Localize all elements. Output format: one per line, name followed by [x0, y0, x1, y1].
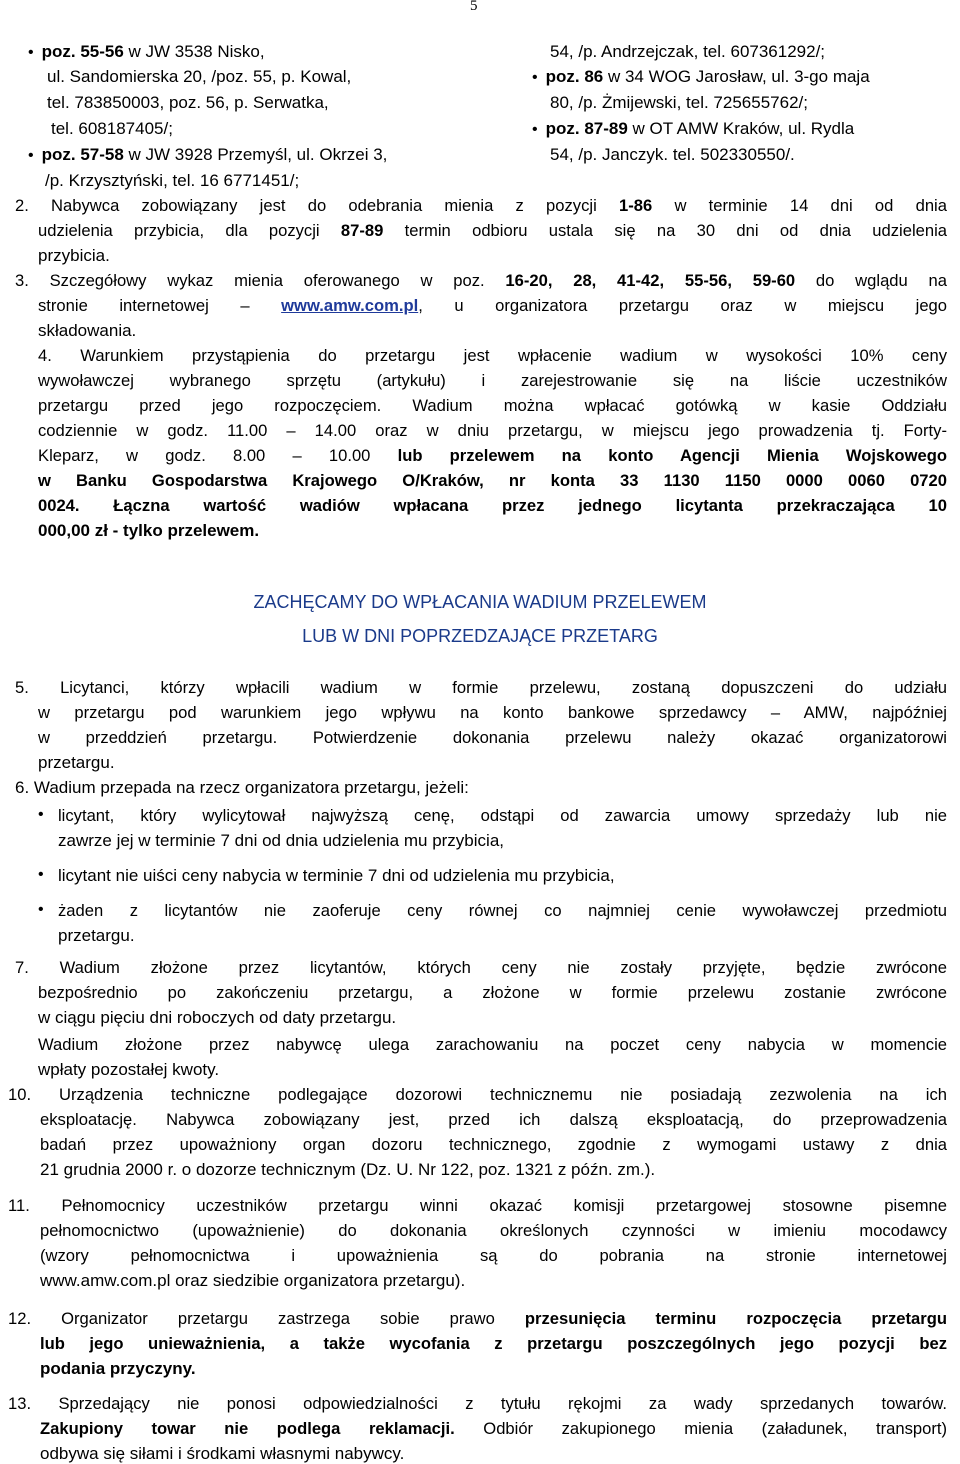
bullet-icon: •: [532, 69, 538, 86]
paragraph-10-line: 10. Urządzenia techniczne podlegające dozorowi technicznemu nie posiadają zezwolenia na ich: [8, 1085, 947, 1104]
paragraph-5-line: w przeddzień przetargu. Potwierdzenie dokonania przelewu należy okazać organizatorowi: [38, 728, 947, 747]
right-entry-1: • poz. 86 w 34 WOG Jarosław, ul. 3-go maja: [532, 67, 870, 86]
paragraph-12-line: podania przyczyny.: [40, 1359, 196, 1378]
paragraph-6-bullet-line: licytant, który wylicytował najwyższą cenę, odstąpi od zawarcia umowy sprzedaży lub nie: [58, 806, 947, 825]
right-line: 80, /p. Żmijewski, tel. 725655762/;: [550, 93, 808, 112]
paragraph-4-line: wywoławczej wybranego sprzętu (artykułu) i zarejestrowanie się na liście uczestników: [38, 371, 947, 390]
heading-line-2: LUB W DNI POPRZEDZAJĄCE PRZETARG: [302, 626, 658, 646]
paragraph-3-line: stronie internetowej – www.amw.com.pl, u organizatora przetargu oraz w miejscu jego: [38, 296, 948, 315]
paragraph-11-line: 11. Pełnomocnicy uczestników przetargu winni okazać komisji przetargowej stosowne pisemne: [8, 1196, 947, 1215]
left-line: ul. Sandomierska 20, /poz. 55, p. Kowal,: [47, 67, 352, 86]
bullet-icon: •: [28, 147, 34, 164]
paragraph-7-line: bezpośrednio po zakończeniu przetargu, a złożone w formie przelewu zostanie zwrócone: [38, 983, 947, 1002]
paragraph-5-line: 5. Licytanci, którzy wpłacili wadium w formie przelewu, zostaną dopuszczeni do udziału: [15, 678, 947, 697]
left-entry-2: • poz. 57-58 w JW 3928 Przemyśl, ul. Okrzei 3,: [28, 145, 388, 164]
paragraph-4-line: Kleparz, w godz. 8.00 – 10.00 lub przelewem na konto Agencji Mienia Wojskowego: [38, 446, 947, 465]
paragraph-6-bullet-line: przetargu.: [58, 926, 135, 945]
paragraph-6-bullet-line: licytant nie uiści ceny nabycia w terminie 7 dni od udzielenia mu przybicia,: [58, 866, 615, 885]
bullet-icon: •: [532, 121, 538, 138]
amw-website-link[interactable]: www.amw.com.pl: [281, 296, 419, 315]
right-line: 54, /p. Andrzejczak, tel. 607361292/;: [550, 42, 826, 61]
paragraph-4-line: w Banku Gospodarstwa Krajowego O/Kraków, nr konta 33 1130 1150 0000 0060 0720: [38, 471, 947, 490]
paragraph-4-line: 4. Warunkiem przystąpienia do przetargu jest wpłacenie wadium w wysokości 10% ceny: [38, 346, 947, 365]
paragraph-4-line: 000,00 zł - tylko przelewem.: [38, 521, 260, 540]
paragraph-10-line: eksploatację. Nabywca zobowiązany jest, przed ich dalszą eksploatacją, do przeprowadzenia: [40, 1110, 947, 1129]
paragraph-10-line: 21 grudnia 2000 r. o dozorze technicznym (Dz. U. Nr 122, poz. 1321 z późn. zm.).: [40, 1160, 656, 1179]
paragraph-12-line: 12. Organizator przetargu zastrzega sobie prawo przesunięcia terminu rozpoczęcia przetargu: [8, 1309, 947, 1328]
paragraph-4-line: 0024. Łączna wartość wadiów wpłacana przez jednego licytanta przekraczająca 10: [38, 496, 947, 515]
left-line: tel. 608187405/;: [51, 119, 173, 138]
heading-line-1: ZACHĘCAMY DO WPŁACANIA WADIUM PRZELEWEM: [253, 592, 707, 612]
paragraph-11-line: (wzory pełnomocnictwa i upoważnienia są do pobrania na stronie internetowej: [40, 1246, 947, 1265]
paragraph-7-line: Wadium złożone przez nabywcę ulega zarachowaniu na poczet ceny nabycia w momencie: [38, 1035, 947, 1054]
paragraph-4-line: codziennie w godz. 11.00 – 14.00 oraz w dniu przetargu, w miejscu jego prowadzenia tj. Forty-: [38, 421, 947, 440]
paragraph-2-line: udzielenia przybicia, dla pozycji 87-89 termin odbioru ustala się na 30 dni od dnia udzielenia: [38, 221, 948, 240]
paragraph-7-line: 7. Wadium złożone przez licytantów, których ceny nie zostały przyjęte, będzie zwrócone: [15, 958, 947, 977]
page-number: 5: [470, 0, 478, 14]
paragraph-6-bullet-line: zawrze jej w terminie 7 dni od dnia udzielenia mu przybicia,: [58, 831, 504, 850]
paragraph-5-line: w przetargu pod warunkiem jego wpływu na konto bankowe sprzedawcy – AMW, najpóźniej: [38, 703, 947, 722]
paragraph-6-intro: 6. Wadium przepada na rzecz organizatora przetargu, jeżeli:: [15, 778, 469, 797]
bullet-icon: •: [28, 44, 34, 61]
left-entry-1: • poz. 55-56 w JW 3538 Nisko,: [28, 42, 265, 61]
paragraph-3-line: składowania.: [38, 321, 137, 340]
left-line: tel. 783850003, poz. 56, p. Serwatka,: [47, 93, 329, 112]
paragraph-12-line: lub jego unieważnienia, a także wycofania z przetargu poszczególnych jego pozycji bez: [40, 1334, 947, 1353]
bullet-icon: •: [38, 901, 44, 918]
paragraph-7-line: w ciągu pięciu dni roboczych od daty przetargu.: [38, 1008, 397, 1027]
paragraph-13-line: 13. Sprzedający nie ponosi odpowiedzialności z tytułu rękojmi za wady sprzedanych towarów.: [8, 1394, 947, 1413]
paragraph-11-line: www.amw.com.pl oraz siedzibie organizatora przetargu).: [40, 1271, 466, 1290]
paragraph-2-line: 2. Nabywca zobowiązany jest do odebrania mienia z pozycji 1-86 w terminie 14 dni od dnia: [15, 196, 947, 215]
bullet-icon: •: [38, 866, 44, 883]
paragraph-3-line: 3. Szczegółowy wykaz mienia oferowanego w poz. 16-20, 28, 41-42, 55-56, 59-60 do wglądu na: [15, 271, 947, 290]
paragraph-2-line: przybicia.: [38, 246, 110, 265]
right-entry-2: • poz. 87-89 w OT AMW Kraków, ul. Rydla: [532, 119, 855, 138]
paragraph-6-bullet-line: żaden z licytantów nie zaoferuje ceny równej co najmniej cenie wywoławczej przedmiotu: [58, 901, 947, 920]
paragraph-13-line: Zakupiony towar nie podlega reklamacji. Odbiór zakupionego mienia (załadunek, transport): [40, 1419, 947, 1438]
paragraph-5-line: przetargu.: [38, 753, 115, 772]
paragraph-7-line: wpłaty pozostałej kwoty.: [38, 1060, 220, 1079]
paragraph-13-line: odbywa się siłami i środkami własnymi nabywcy.: [40, 1444, 405, 1463]
paragraph-4-line: przetargu przed jego rozpoczęciem. Wadium można wpłacać gotówką w kasie Oddziału: [38, 396, 947, 415]
bullet-icon: •: [38, 806, 44, 823]
paragraph-10-line: badań przez upoważniony organ dozoru technicznego, zgodnie z wymogami ustawy z dnia: [40, 1135, 947, 1154]
paragraph-11-line: pełnomocnictwo (upoważnienie) do dokonania określonych czynności w imieniu mocodawcy: [40, 1221, 947, 1240]
right-line: 54, /p. Janczyk. tel. 502330550/.: [550, 145, 795, 164]
left-line: /p. Krzysztyński, tel. 16 6771451/;: [45, 171, 300, 190]
